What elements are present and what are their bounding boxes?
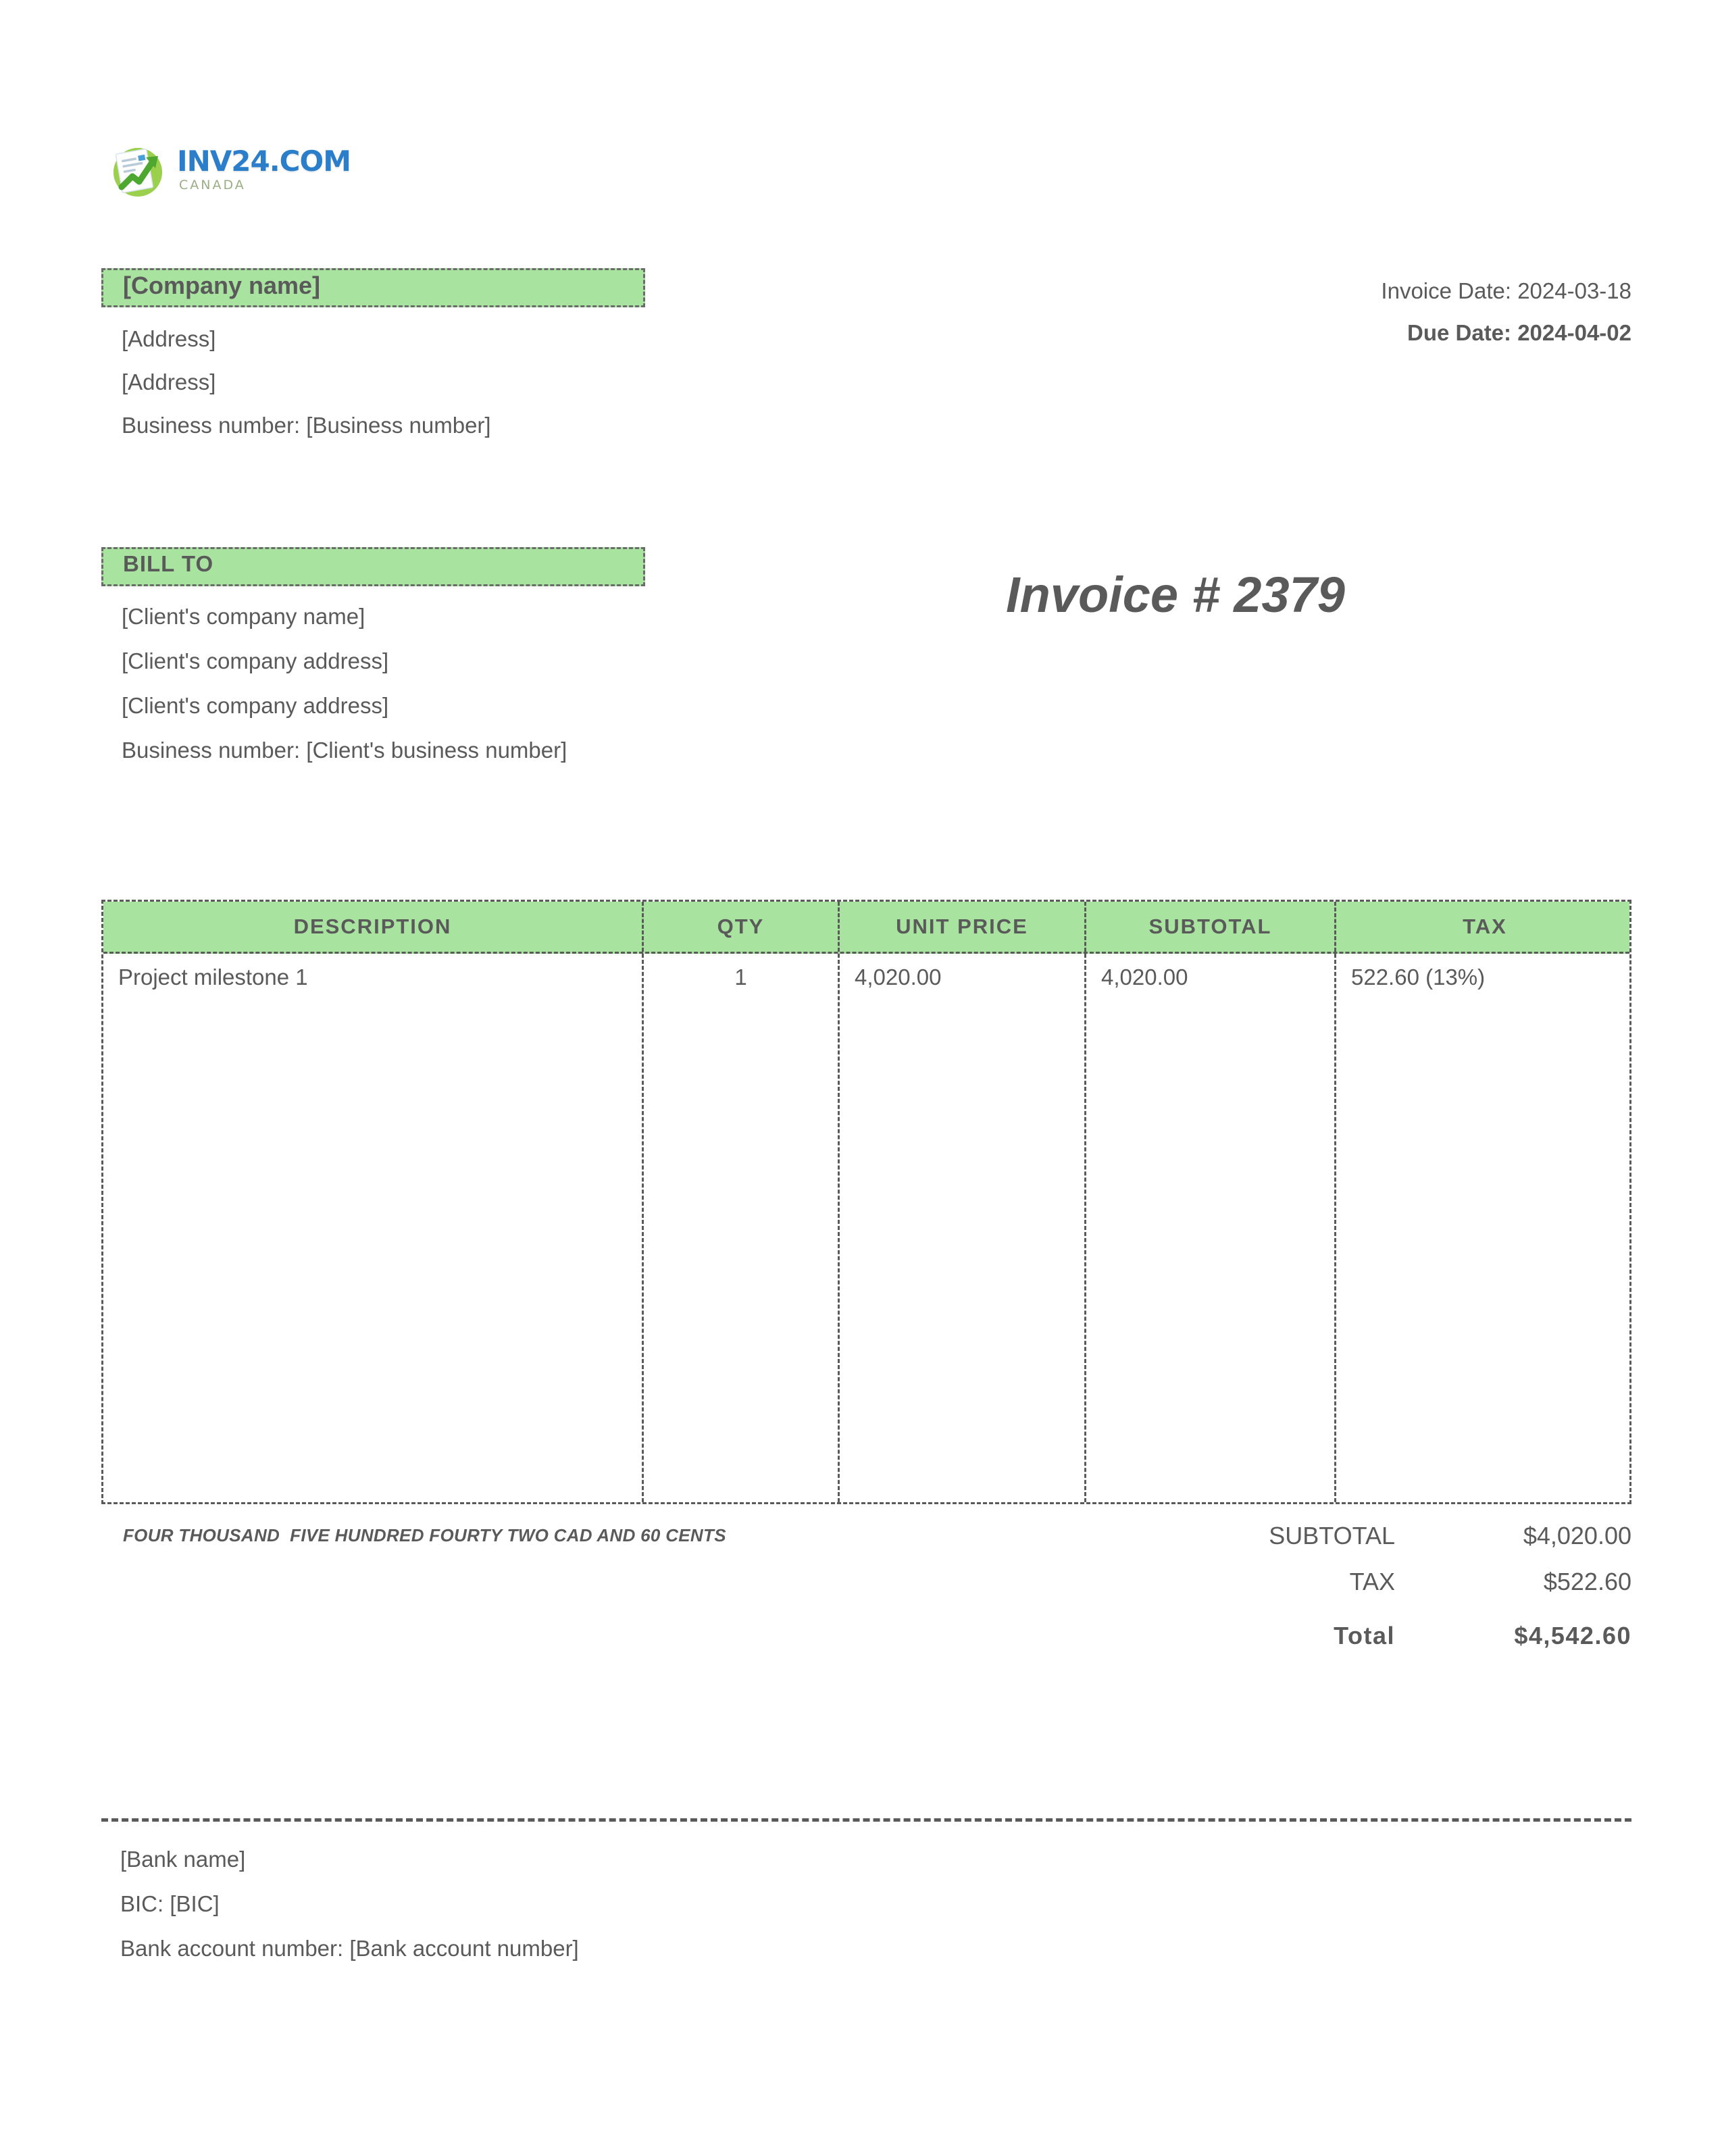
totals-total-row — [1081, 1613, 1631, 1659]
invoice-title: Invoice # 2379 — [1006, 567, 1345, 623]
totals-tax-label: TAX — [1349, 1568, 1395, 1595]
company-name-label: [Company name] — [123, 272, 321, 299]
cell-subtotal[interactable]: 4,020.00 — [1086, 954, 1336, 1502]
seller-details — [122, 317, 730, 447]
column-header-unit-price: UNIT PRICE — [840, 902, 1086, 952]
column-header-description: DESCRIPTION — [103, 902, 644, 952]
due-date[interactable]: Due Date: 2024-04-02 — [1407, 320, 1631, 345]
seller-address-line-1[interactable]: [Address] — [122, 326, 216, 351]
client-company-name[interactable]: [Client's company name] — [122, 604, 365, 629]
footer-divider — [101, 1818, 1631, 1822]
column-header-tax: TAX — [1463, 915, 1507, 938]
bank-details — [120, 1837, 1066, 1971]
totals-total-value: $4,542.60 — [1514, 1622, 1631, 1649]
table-row[interactable] — [103, 954, 1629, 1502]
bank-name[interactable]: [Bank name] — [120, 1847, 246, 1872]
brand-name: INV24.COM — [177, 145, 351, 178]
totals-total-label: Total — [1334, 1622, 1395, 1649]
bill-to-details — [122, 594, 594, 773]
invoice-date[interactable]: Invoice Date: 2024-03-18 — [1381, 278, 1631, 303]
invoice-chart-globe-icon — [108, 138, 170, 201]
totals-subtotal-value: $4,020.00 — [1523, 1522, 1631, 1549]
amount-in-words: FOUR THOUSAND FIVE HUNDRED FOURTY TWO CAD AND 60 CENTS — [123, 1525, 726, 1545]
seller-address-line-2[interactable]: [Address] — [122, 369, 216, 394]
cell-description[interactable]: Project milestone 1 — [103, 954, 644, 1502]
bill-to-heading: BILL TO — [123, 551, 214, 576]
totals-summary — [1081, 1513, 1631, 1659]
client-address-line-1[interactable]: [Client's company address] — [122, 648, 389, 673]
client-address-line-2[interactable]: [Client's company address] — [122, 693, 389, 718]
brand-logo[interactable] — [108, 138, 351, 201]
seller-business-number[interactable]: Business number: [Business number] — [122, 413, 491, 438]
bank-account-number[interactable]: Bank account number: [Bank account number] — [120, 1936, 579, 1961]
column-header-subtotal: SUBTOTAL — [1086, 902, 1336, 952]
brand-wordmark — [177, 147, 351, 192]
column-header-qty: QTY — [644, 902, 840, 952]
cell-unit-price[interactable]: 4,020.00 — [840, 954, 1086, 1502]
totals-tax-row — [1081, 1559, 1631, 1605]
cell-qty[interactable]: 1 — [644, 954, 840, 1502]
brand-region: CANADA — [179, 178, 246, 192]
totals-tax-value: $522.60 — [1543, 1568, 1631, 1595]
invoice-dates — [1381, 270, 1631, 354]
bank-bic[interactable]: BIC: [BIC] — [120, 1891, 220, 1916]
line-items-table — [101, 900, 1631, 1504]
cell-tax[interactable]: 522.60 (13%) — [1351, 965, 1486, 990]
table-header-row — [103, 902, 1629, 954]
client-business-number[interactable]: Business number: [Client's business number] — [122, 738, 567, 763]
totals-subtotal-label: SUBTOTAL — [1269, 1522, 1395, 1549]
totals-subtotal-row — [1081, 1513, 1631, 1559]
